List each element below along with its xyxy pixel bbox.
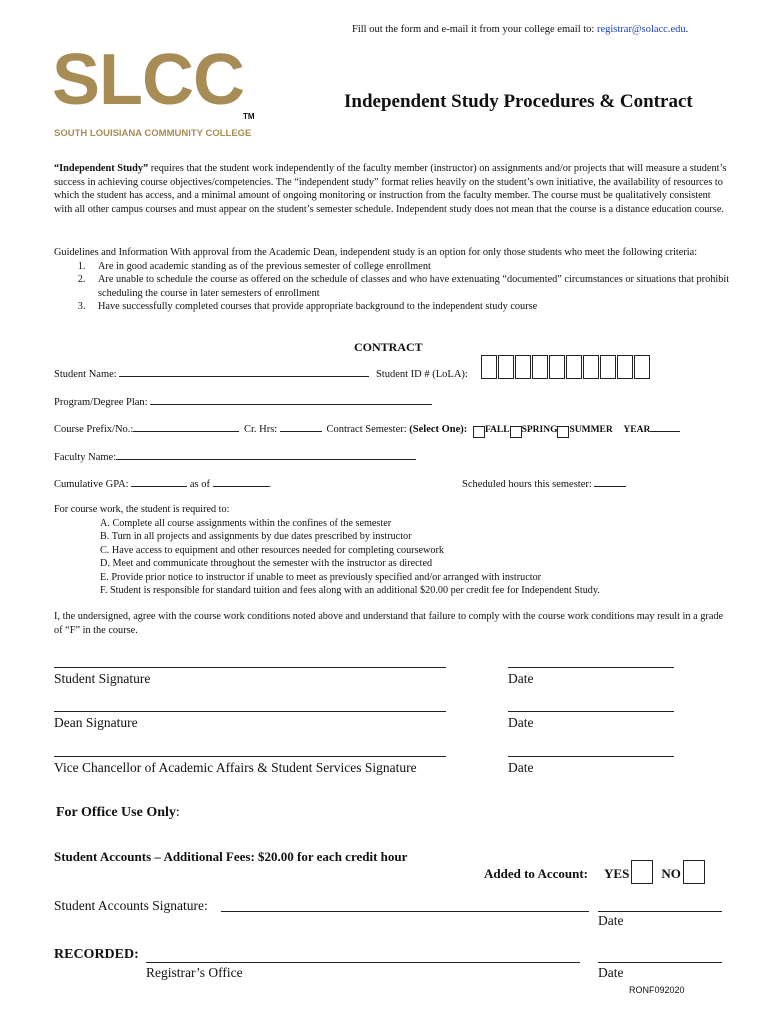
course-row: Course Prefix/No.: Cr. Hrs: Contract Semester: (Select One): FALL SPRING SUMMER YEAR bbox=[54, 421, 680, 438]
gpa-date-field[interactable] bbox=[213, 476, 269, 487]
id-digit-box[interactable] bbox=[617, 355, 633, 379]
added-to-account-row: Added to Account: YES NO bbox=[484, 860, 705, 884]
requirement-item: F. Student is responsible for standard tuition and fees along with an additional $20.00 per credit fee for Independent Study. bbox=[100, 585, 600, 596]
id-digit-box[interactable] bbox=[498, 355, 514, 379]
gpa-row: Cumulative GPA: as of . bbox=[54, 476, 271, 492]
criteria-item: 1. Are in good academic standing as of the previous semester of college enrollment bbox=[88, 260, 734, 274]
student-signature-line[interactable] bbox=[54, 667, 446, 668]
student-date-line[interactable] bbox=[508, 667, 674, 668]
requirement-item: E. Provide prior notice to instructor if unable to meet as previously specified and/or arranged with instructor bbox=[100, 571, 542, 583]
agreement-text: I, the undersigned, agree with the course work conditions noted above and understand that failure to comply with the course work conditions may result in a grade of “F” in the course. bbox=[54, 611, 724, 636]
id-digit-box[interactable] bbox=[634, 355, 650, 379]
contract-heading: CONTRACT bbox=[354, 340, 423, 354]
dean-signature-line[interactable] bbox=[54, 711, 446, 712]
id-digit-box[interactable] bbox=[549, 355, 565, 379]
email-link[interactable]: registrar@solacc.edu bbox=[596, 24, 686, 35]
scheduled-hours-field[interactable] bbox=[594, 476, 626, 487]
dean-date-label: Date bbox=[508, 715, 534, 730]
dean-date-line[interactable] bbox=[508, 711, 674, 712]
vc-signature-line[interactable] bbox=[54, 756, 446, 757]
recorded-date-line[interactable] bbox=[598, 962, 722, 963]
year-field[interactable] bbox=[650, 421, 680, 432]
requirement-item: A. Complete all course assignments within the confines of the semester bbox=[100, 517, 392, 529]
office-use-heading: For Office Use Only: bbox=[56, 805, 180, 820]
slcc-logo bbox=[52, 40, 262, 146]
recorded-date-label: Date bbox=[598, 965, 624, 980]
vc-date-label: Date bbox=[508, 760, 534, 775]
logo-tm: TM bbox=[243, 112, 255, 121]
student-accounts-fees: Student Accounts – Additional Fees: $20.00 for each credit hour bbox=[54, 849, 408, 864]
id-digit-box[interactable] bbox=[515, 355, 531, 379]
gpa-field[interactable] bbox=[131, 476, 187, 487]
program-field[interactable] bbox=[150, 394, 432, 405]
accounts-signature-row: Student Accounts Signature: bbox=[54, 898, 208, 913]
recorded-line[interactable] bbox=[146, 962, 580, 963]
requirement-item: D. Meet and communicate throughout the semester with the instructor as directed bbox=[100, 558, 433, 569]
no-checkbox[interactable] bbox=[683, 860, 705, 884]
program-row: Program/Degree Plan: bbox=[54, 394, 432, 410]
credit-hours-field[interactable] bbox=[280, 421, 322, 432]
student-date-label: Date bbox=[508, 671, 534, 686]
student-id-boxes[interactable] bbox=[481, 355, 650, 379]
requirement-item: B. Turn in all projects and assignments by due dates prescribed by instructor bbox=[100, 531, 412, 542]
accounts-signature-line[interactable] bbox=[221, 911, 589, 912]
spring-checkbox[interactable] bbox=[510, 426, 522, 438]
form-code: RONF092020 bbox=[629, 985, 685, 995]
vc-signature-label: Vice Chancellor of Academic Affairs & Student Services Signature bbox=[54, 760, 417, 775]
faculty-row: Faculty Name: bbox=[54, 449, 416, 465]
accounts-date-label: Date bbox=[598, 913, 624, 928]
dean-signature-label: Dean Signature bbox=[54, 715, 138, 730]
faculty-name-field[interactable] bbox=[116, 449, 416, 460]
id-digit-box[interactable] bbox=[600, 355, 616, 379]
accounts-date-line[interactable] bbox=[598, 911, 722, 912]
registrar-office-label: Registrar’s Office bbox=[146, 965, 243, 980]
recorded-label: RECORDED: bbox=[54, 947, 139, 962]
criteria-item: 2. Are unable to schedule the course as offered on the schedule of classes and who have extenuating “documented” circumstances or situations that prohibit scheduling the course in later semesters of enrollment bbox=[88, 273, 734, 300]
page-title: Independent Study Procedures & Contract bbox=[344, 91, 693, 112]
student-signature-label: Student Signature bbox=[54, 671, 151, 686]
scheduled-hours-row: Scheduled hours this semester: bbox=[462, 476, 626, 492]
criteria-item: 3. Have successfully completed courses that provide appropriate background to the independent study course bbox=[88, 300, 734, 314]
guidelines: Guidelines and Information With approval from the Academic Dean, independent study is an option for only those students who meet the following criteria: 1. Are in good academic standing as of the previous semester of college enrollment 2. Are unable to schedule the course as offered on the schedule of classes and who have extenuating “documented” circumstances or situations that prohibit scheduling the course in later semesters of enrollment 3. Have successfully completed courses that provide appropriate background to the independent study course bbox=[54, 246, 734, 314]
vc-date-line[interactable] bbox=[508, 756, 674, 757]
intro-paragraph: “Independent Study” requires that the student work independently of the faculty member (instructor) on assignments and/or projects that will measure a student’s success in achieving course objectives/competencies. The “independent study” format relies heavily on the student’s own initiative, the availability of resources to which the student has access, and a minimal amount of ongoing monitoring or instruction from the faculty member. The course must be qualitatively consistent with all other campus courses and must appear on the student’s semester schedule. Independent study does not mean that the course is a distance education course. bbox=[54, 163, 727, 215]
id-digit-box[interactable] bbox=[583, 355, 599, 379]
id-digit-box[interactable] bbox=[566, 355, 582, 379]
email-instruction: Fill out the form and e-mail it from your college email to: registrar@solacc.edu. bbox=[352, 24, 689, 35]
logo-subtitle: SOUTH LOUISIANA COMMUNITY COLLEGE bbox=[54, 128, 252, 139]
course-prefix-field[interactable] bbox=[133, 421, 239, 432]
id-digit-box[interactable] bbox=[532, 355, 548, 379]
id-digit-box[interactable] bbox=[481, 355, 497, 379]
student-name-field[interactable] bbox=[119, 366, 369, 377]
requirement-item: C. Have access to equipment and other resources needed for completing coursework bbox=[100, 544, 444, 556]
fall-checkbox[interactable] bbox=[473, 426, 485, 438]
yes-checkbox[interactable] bbox=[631, 860, 653, 884]
coursework-requirements: For course work, the student is required to: A. Complete all course assignments within the confines of the semester B. Turn in all projects and assignments by due dates prescribed by instructor C. Have access to equipment and other resources needed for completing coursework D. Meet and communicate throughout the semester with the instructor as directed E. Provide prior notice to instructor if unable to meet as previously specified and/or arranged with instructor F. Student is responsible for standard tuition and fees along with an additional $20.00 per credit fee for Independent Study. bbox=[54, 504, 600, 596]
logo-wordmark: SLCC bbox=[52, 40, 244, 120]
summer-checkbox[interactable] bbox=[557, 426, 569, 438]
student-name-row: Student Name: Student ID # (LoLA): bbox=[54, 366, 468, 382]
